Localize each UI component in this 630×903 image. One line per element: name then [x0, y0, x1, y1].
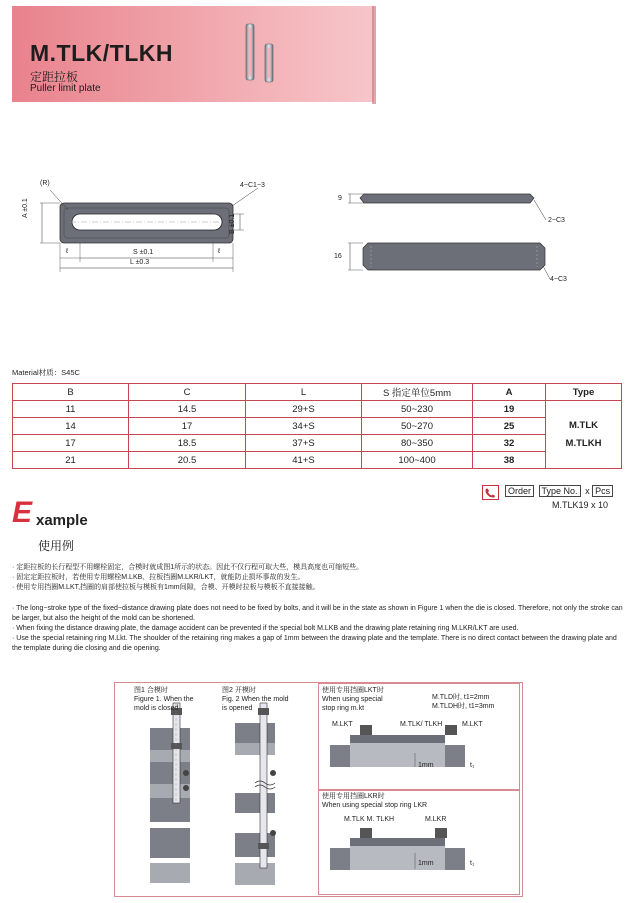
label-front-thickness: 16 [334, 253, 342, 260]
cell-a: 19 [473, 401, 546, 418]
t1-b: t₁ [470, 860, 475, 867]
fig2-en-line2: is opened [222, 705, 253, 712]
cell-l: 37+S [246, 435, 362, 452]
notes-en [12, 604, 627, 654]
label-dim-l: L ±0.3 [130, 259, 150, 266]
cell-l: 29+S [246, 401, 362, 418]
t1-a: t₁ [470, 762, 475, 769]
note-en: · When fixing the distance drawing plate, the damage accident can be prevented if the special bolt M.LKB and the drawing plate retaining ring M.LKR/LKT are used. [12, 625, 519, 632]
tld-line1: M.TLD时, t1=2mm [432, 694, 490, 701]
product-code: M.TLK/TLKH [30, 40, 173, 66]
col-header-a: A [473, 384, 546, 401]
lkr-label-mid: M.TLK M. TLKH [344, 816, 395, 823]
cell-b: 11 [13, 401, 129, 418]
label-front-chamfer: 4−C3 [550, 276, 567, 283]
example-cn: 使用例 [38, 539, 75, 553]
table-row [13, 452, 622, 469]
lkt-label-right: M.LKT [462, 721, 483, 728]
table-header-row [13, 384, 622, 401]
fig1-en-line2: mold is closed [134, 705, 179, 712]
top-view-drawing [0, 165, 630, 285]
label-radius: (R) [40, 180, 50, 187]
pcs-box: Pcs [592, 485, 613, 497]
type-tlkh: M.TLKH [565, 437, 602, 449]
gap-1mm-a: 1mm [418, 762, 434, 769]
cell-s: 80~350 [362, 435, 473, 452]
lkr-label-right: M.LKR [425, 816, 447, 823]
lkt-en-line1: When using special [322, 696, 383, 703]
cell-c: 20.5 [129, 452, 246, 469]
notes-cn [12, 563, 363, 593]
cell-s: 100~400 [362, 452, 473, 469]
type-tlk: M.TLK [568, 419, 599, 431]
order-example: M.TLK19 x 10 [552, 500, 609, 510]
note-en: · The long−stroke type of the fixed−distance drawing plate does not need to be fixed by bolts, and it will be in the state as shown in Figure 1 when the die is closed. Therefore, not only the stroke can be larger, but also the height of the mold can be shortened. [12, 605, 623, 622]
order-line [505, 485, 615, 497]
cell-s: 50~270 [362, 418, 473, 435]
cell-s: 50~230 [362, 401, 473, 418]
gap-1mm-b: 1mm [418, 860, 434, 867]
label-side-thickness: 9 [338, 195, 342, 202]
fig2-cn: 图2 开模时 [222, 687, 256, 694]
fig1-cn: 图1 合模时 [134, 687, 168, 694]
col-header-c: C [129, 384, 246, 401]
example-word: xample [36, 512, 88, 529]
cell-l: 41+S [246, 452, 362, 469]
fig1-en-line1: Figure 1. When the [134, 696, 194, 703]
label-side-chamfer: 2−C3 [548, 217, 565, 224]
lkr-cn: 使用专用挡圈LKR时 [322, 793, 385, 800]
cell-a: 38 [473, 452, 546, 469]
order-box: Order [505, 485, 534, 497]
mold-diagrams [115, 683, 520, 895]
puller-plate-product-icon [245, 22, 285, 84]
note-cn: · 使用专用挡圈M.LKT,挡圈的肩部使拉板与模板有1mm间隙，合模、开模时拉板与模板不直接接触。 [12, 584, 320, 591]
cell-type [546, 401, 622, 469]
fig2-en-line1: Fig. 2 When the mold [222, 696, 289, 703]
col-header-l: L [246, 384, 362, 401]
note-en: · Use the special retaining ring M.Lkt. The shoulder of the retaining ring makes a gap of 1mm between the drawing plate and the template. There is no direct contact between the drawing plate and the template during die closing and die opening. [12, 635, 617, 652]
tld-line2: M.TLDH时, t1=3mm [432, 703, 495, 710]
col-header-s: S 指定单位5mm [362, 384, 473, 401]
cell-c: 17 [129, 418, 246, 435]
cell-c: 18.5 [129, 435, 246, 452]
lkt-cn: 使用专用挡圈LKT时 [322, 687, 384, 694]
lkt-label-mid: M.TLK/ TLKH [400, 721, 443, 728]
lkt-label-left: M.LKT [332, 721, 353, 728]
type-no-box: Type No. [539, 485, 581, 497]
label-dim-a: A ±0.1 [22, 198, 29, 218]
lkr-en: When using special stop ring LKR [322, 802, 428, 809]
product-title-cn: 定距拉板 [30, 70, 79, 84]
cell-l: 34+S [246, 418, 362, 435]
header-banner-shadow [372, 6, 376, 104]
note-cn: · 定距拉板的长行程型不用螺栓固定，合模时就成图1所示的状态。因此不仅行程可取大些，模具高度也可缩短些。 [12, 564, 364, 571]
col-header-type: Type [546, 384, 622, 401]
label-dim-b: B ±0.1 [229, 213, 236, 234]
lkt-en-line2: stop ring m.kt [322, 705, 365, 712]
table-row [13, 435, 622, 452]
product-title-en: Puller limit plate [30, 83, 101, 94]
phone-icon [482, 485, 499, 500]
table-row [13, 418, 622, 435]
material-label: Material材质：S45C [12, 368, 80, 377]
cell-a: 32 [473, 435, 546, 452]
spec-table [12, 383, 622, 469]
label-ell-left: ℓ [66, 248, 69, 255]
cell-c: 14.5 [129, 401, 246, 418]
cell-a: 25 [473, 418, 546, 435]
cell-b: 17 [13, 435, 129, 452]
note-cn: · 固定定距拉板时，若使用专用螺栓M.LKB、拉板挡圈M.LKR/LKT，就能防止损坏事故的发生。 [12, 574, 305, 581]
cell-b: 21 [13, 452, 129, 469]
col-header-b: B [13, 384, 129, 401]
table-row [13, 401, 622, 418]
label-dim-s: S ±0.1 [133, 249, 154, 256]
example-initial: E [12, 496, 33, 529]
label-chamfer-top: 4−C1−3 [240, 182, 265, 189]
cell-b: 14 [13, 418, 129, 435]
order-x: x [585, 486, 590, 496]
label-ell-right: ℓ [218, 248, 221, 255]
